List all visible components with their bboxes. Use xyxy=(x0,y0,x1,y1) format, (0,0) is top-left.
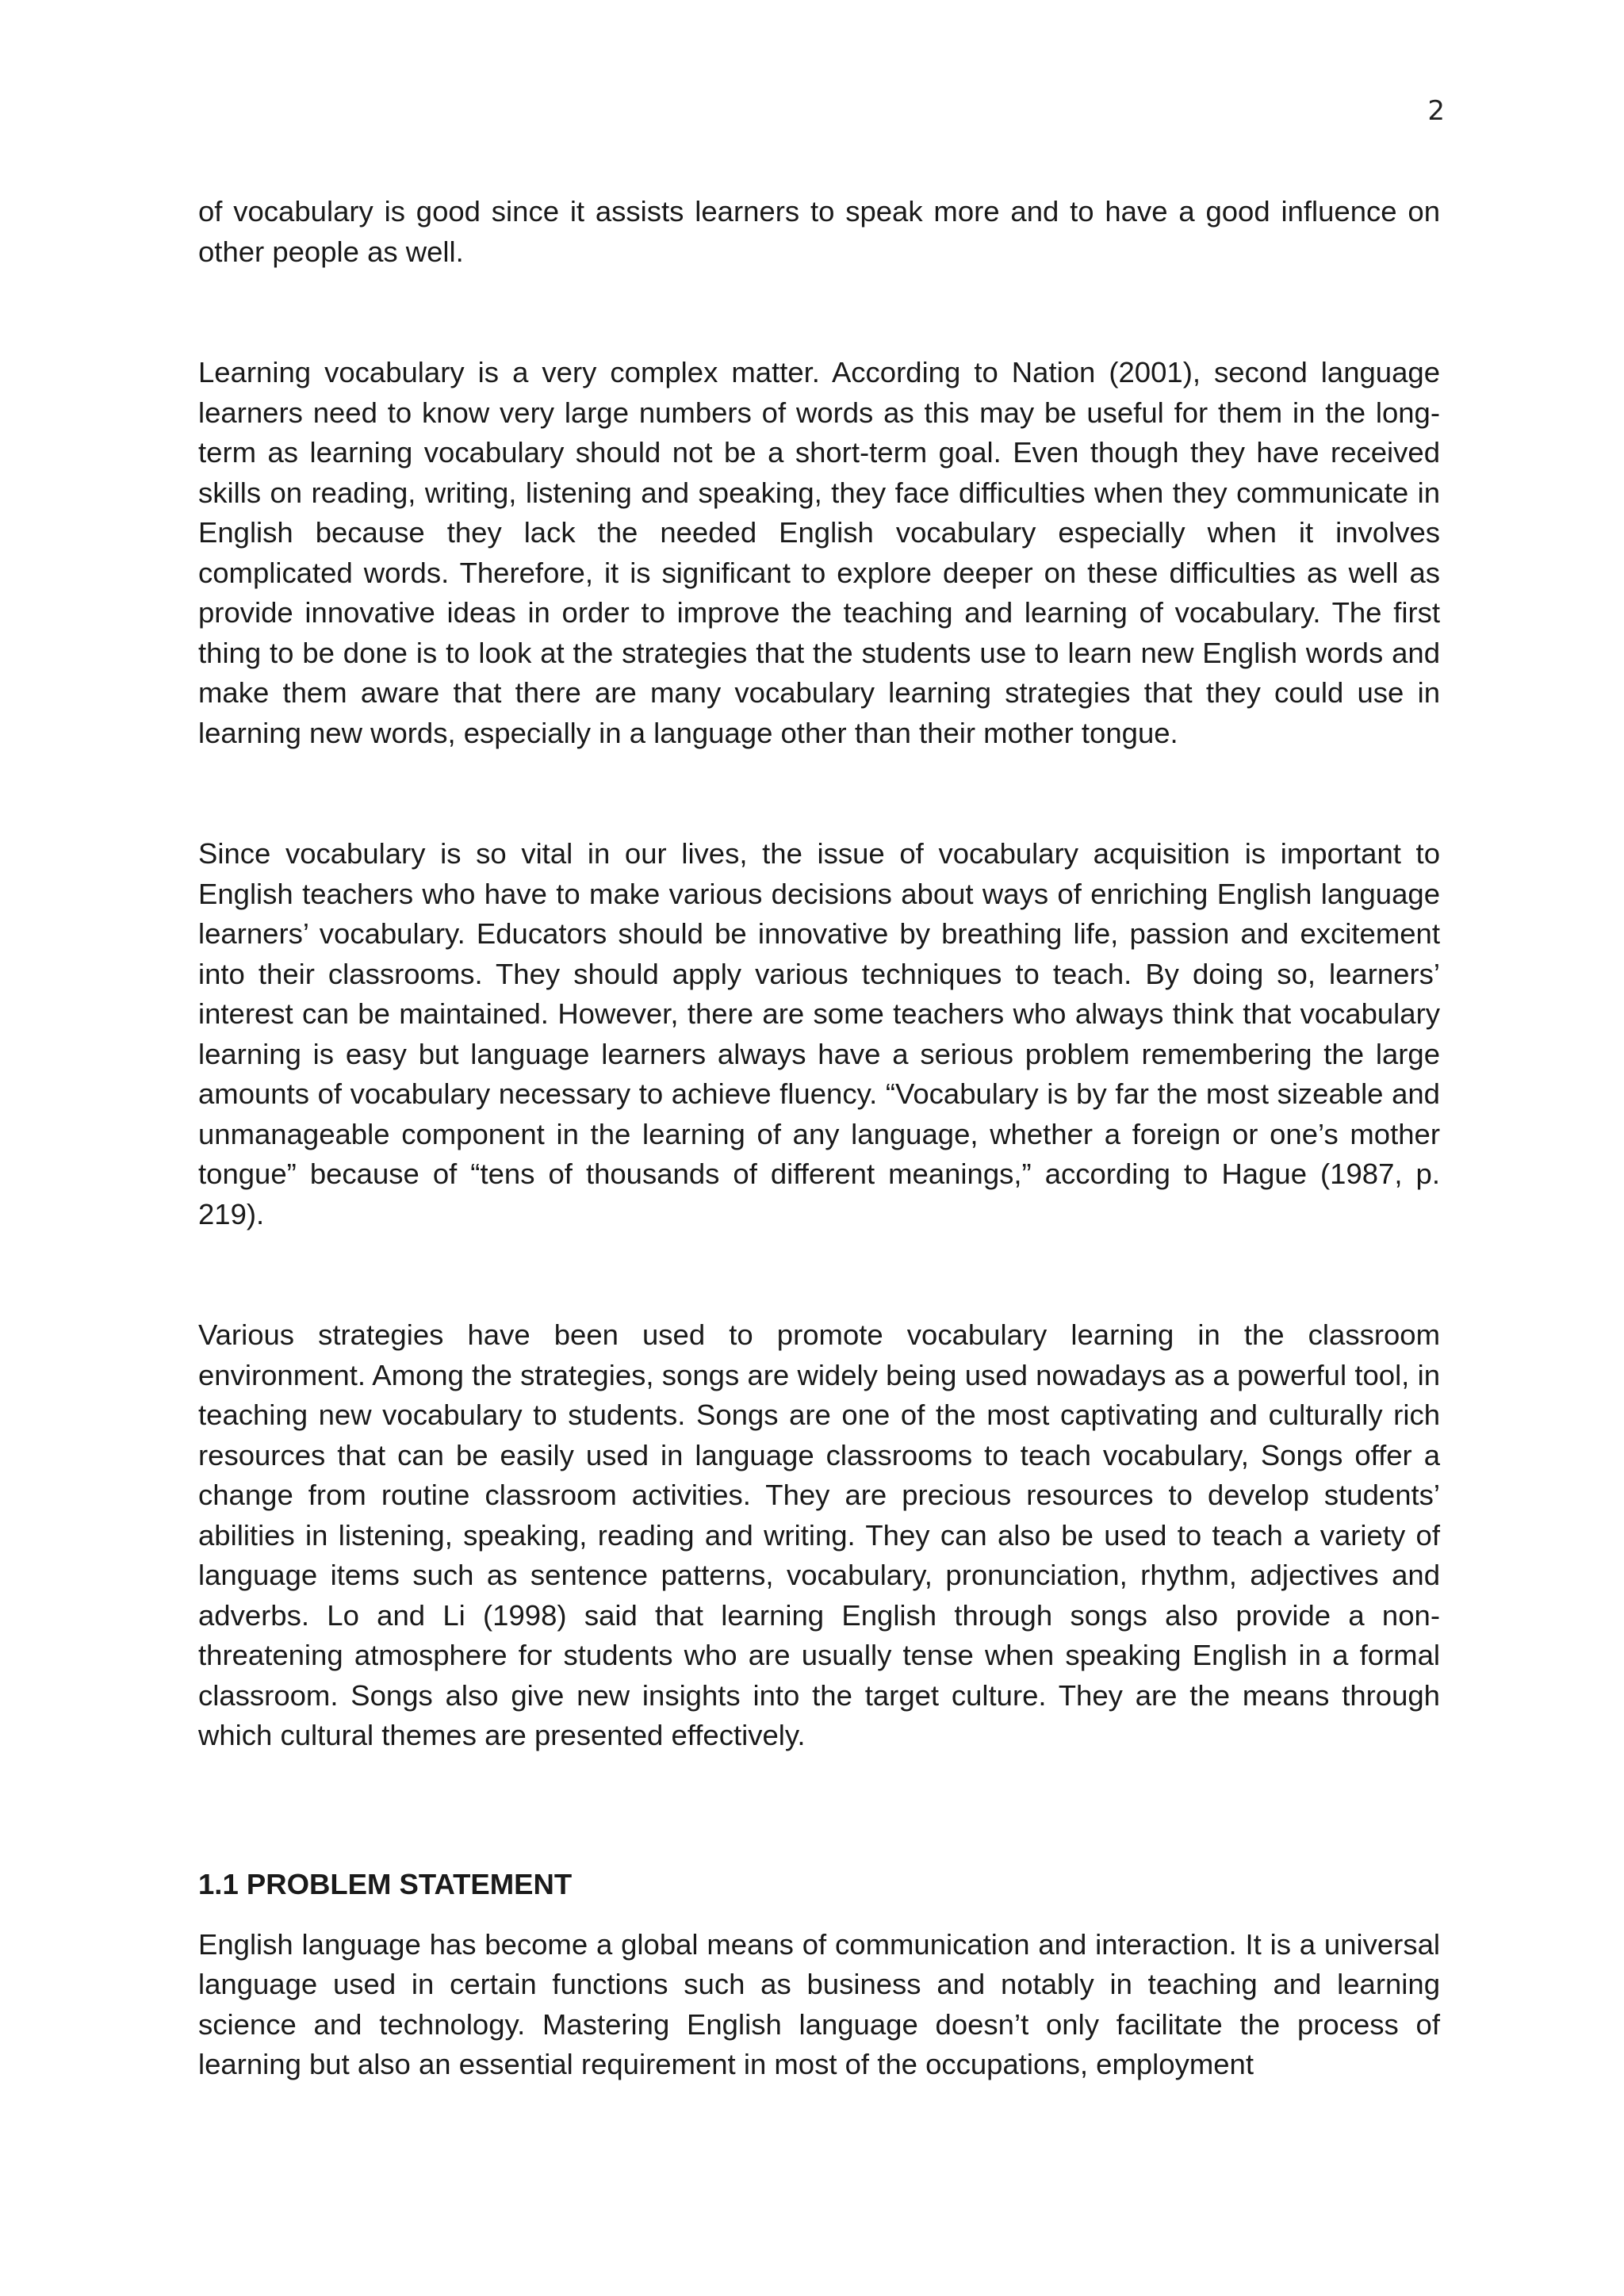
paragraph-spacer xyxy=(198,272,1440,353)
paragraph-spacer xyxy=(198,753,1440,834)
paragraph-spacer xyxy=(198,1234,1440,1315)
paragraph-continuation: of vocabulary is good since it assists learners to speak more and to have a good influence on other people as well. xyxy=(198,195,1440,268)
page-body xyxy=(198,192,1440,2085)
page-number: 2 xyxy=(1427,95,1445,127)
section-heading: 1.1 PROBLEM STATEMENT xyxy=(198,1867,573,1900)
section-spacer xyxy=(198,1756,1440,1865)
paragraph-vocabulary-vital: Since vocabulary is so vital in our lives, the issue of vocabulary acquisition is important to English teachers who have to make various decisions about ways of enriching English language learners’ vocabulary. Educators should be innovative by breathing life, passion and excitement into their classrooms. They should apply various techniques to teach. By doing so, learners’ interest can be maintained. However, there are some teachers who always think that vocabulary learning is easy but language learners always have a serious problem remembering the large amounts of vocabulary necessary to achieve fluency. “Vocabulary is by far the most sizeable and unmanageable component in the learning of any language, whether a foreign or one’s mother tongue” because of “tens of thousands of different meanings,” according to Hague (1987, p. 219). xyxy=(198,837,1440,1230)
paragraph-problem-statement: English language has become a global means of communication and interaction. It is a universal language used in certain functions such as business and notably in teaching and learning science and technology. Mastering English language doesn’t only facilitate the process of learning but also an essential requirement in most of the occupations, employment xyxy=(198,1927,1440,2080)
paragraph-various-strategies: Various strategies have been used to promote vocabulary learning in the classroom environment. Among the strategies, songs are widely being used nowadays as a powerful tool, in teaching new vocabulary to students. Songs are one of the most captivating and culturally rich resources that can be easily used in language classrooms to teach vocabulary, Songs offer a change from routine classroom activities. They are precious resources to develop students’ abilities in listening, speaking, reading and writing. They can also be used to teach a variety of language items such as sentence patterns, vocabulary, pronunciation, rhythm, adjectives and adverbs. Lo and Li (1998) said that learning English through songs also provide a non-threatening atmosphere for students who are usually tense when speaking English in a formal classroom. Songs also give new insights into the target culture. They are the means through which cultural themes are presented effectively. xyxy=(198,1318,1440,1751)
heading-spacer xyxy=(198,1904,1440,1925)
paragraph-learning-vocabulary: Learning vocabulary is a very complex matter. According to Nation (2001), second language learners need to know very large numbers of words as this may be useful for them in the long-term as learning vocabulary should not be a short-term goal. Even though they have received skills on reading, writing, listening and speaking, they face difficulties when they communicate in English because they lack the needed English vocabulary especially when it involves complicated words. Therefore, it is significant to explore deeper on these difficulties as well as provide innovative ideas in order to improve the teaching and learning of vocabulary. The first thing to be done is to look at the strategies that the students use to learn new English words and make them aware that there are many vocabulary learning strategies that they could use in learning new words, especially in a language other than their mother tongue. xyxy=(198,356,1440,749)
